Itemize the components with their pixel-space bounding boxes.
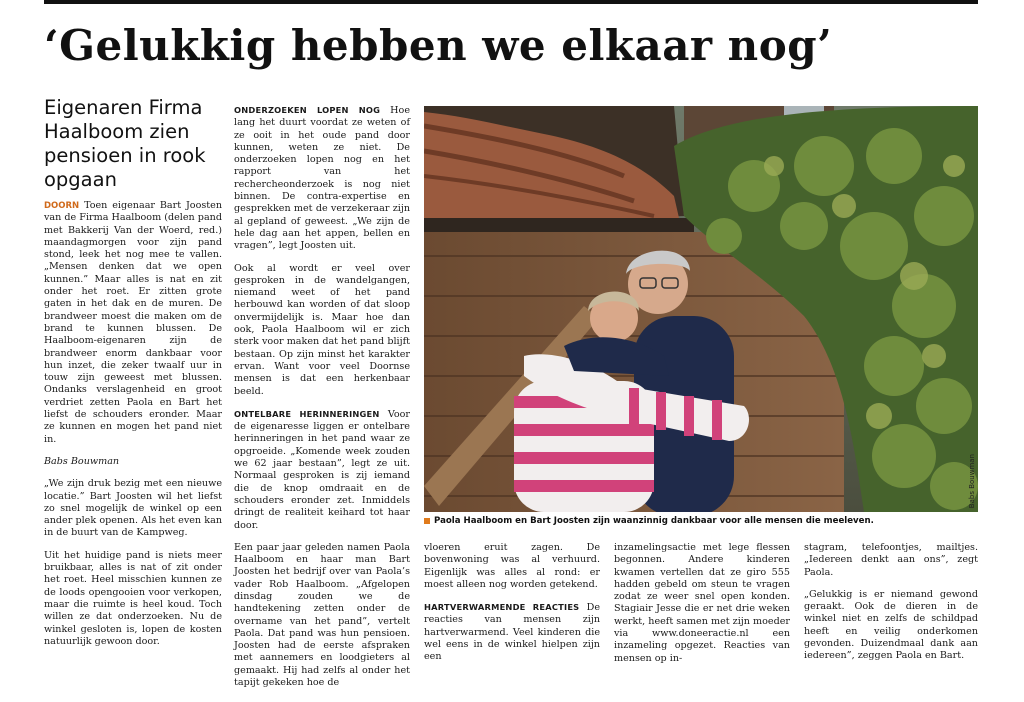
col1-paragraph-1 xyxy=(44,200,222,446)
col2-paragraph-2: Ook al wordt er veel over gesproken in de wandelgangen, niemand weet of het pand herbouwd kan worden of dat sloop onvermijdelijk is. Maar hoe dan ook, Paola Haalboom wil er zich sterk voor maken dat het pand blijft bestaan. Op zijn minst het karakter ervan. Want voor veel Doornse mensen is dat een herkenbaar beeld. xyxy=(234,262,410,397)
top-rule xyxy=(44,0,978,4)
lead-onderzoeken: ONDERZOEKEN LOPEN NOG xyxy=(234,105,381,115)
column-3 xyxy=(424,542,600,664)
column-5 xyxy=(804,542,978,663)
col2-paragraph-4: Een paar jaar geleden namen Paola Haalboom en haar man Bart Joosten het bedrijf over van Paola’s vader Rob Haalboom. „Afgelopen dinsdag zouden we de handtekening zetten onder de overname van het pand”, vertelt Paola. Dat pand was hun pensioen. Joosten had de eerste afspraken met aannemers en loodgieters al gemaakt. Hij had zelfs al onder het tapijt gekeken hoe de xyxy=(234,541,410,689)
caption-marker-icon xyxy=(424,518,430,524)
col4-paragraph-1: inzamelingsactie met lege flessen begonnen. Andere kinderen kwamen vertellen dat ze giro 555 hadden gebeld om steun te vragen zodat ze weer snel open konden. Stagiair Jesse die er net drie weken werkt, heeft samen met zijn moeder via www.doneeractie.nl een inzameling opgezet. Reacties van mensen op in- xyxy=(614,542,790,664)
col1-paragraph-3: Uit het huidige pand is niets meer bruikbaar, alles is nat of zit onder het roet. Heel misschien kunnen ze de loods opengooien voor verkopen, maar die ruimte is heel koud. Toch willen ze dat onderzoeken. Nu de winkel gesloten is, lopen de kosten natuurlijk gewoon door. xyxy=(44,549,222,647)
col3-paragraph-2 xyxy=(424,601,600,663)
photo-caption xyxy=(424,516,984,526)
col3-paragraph-1: vloeren eruit zagen. De bovenwoning was al verhuurd. Eigenlijk was alles al rond: er moest alleen nog worden getekend. xyxy=(424,542,600,590)
subhead: Eigenaren Firma Haalboom zien pensioen in rook opgaan xyxy=(44,96,206,191)
col5-paragraph-2: „Gelukkig is er niemand gewond geraakt. Ook de dieren in de winkel niet en zelfs de schildpad heeft en veilig onderkomen gevonden. Duizendmaal dank aan iedereen”, zeggen Paola en Bart. xyxy=(804,588,978,662)
caption-text: Paola Haalboom en Bart Joosten zijn waanzinnig dankbaar voor alle mensen die meeleven. xyxy=(434,516,874,526)
col5-paragraph-1: stagram, telefoontjes, mailtjes. „Iedereen denkt aan ons”, zegt Paola. xyxy=(804,542,978,578)
column-2 xyxy=(234,104,410,689)
photo-credit: Babs Bouwman xyxy=(968,453,976,508)
column-4 xyxy=(614,542,790,665)
col2-paragraph-1-text: Hoe lang het duurt voordat ze weten of ze ooit in het oude pand door kunnen, weten ze niet. De onderzoeken lopen nog en het rapport van het rechercheonderzoek is nog niet binnen. De contra-expertise en gesprekken met de verzekeraar zijn al gepland of geweest. „We zijn de hele dag aan het appen, bellen en vragen”, legt Joosten uit. xyxy=(234,105,410,252)
col2-paragraph-3 xyxy=(234,408,410,532)
col1-paragraph-1-text: Toen eigenaar Bart Joosten van de Firma Haalboom (delen pand met Bakkerij Van der Woerd, red.) maandagmorgen voor zijn pand stond, leek het nog mee te vallen. „Mensen denken dat we open kunnen.” Maar alles is nat en zit onder het roet. Er zitten grote gaten in het dak en de muren. De brandweer moest die maken om de brand te kunnen blussen. De Haalboom-eigenaren zijn de brandweer enorm dankbaar voor hun inzet, die zeker twaalf uur in touw zijn geweest met blussen. Ondanks verslagenheid en groot verdriet zetten Paola en Bart het liefst de schouders eronder. Maar ze kunnen en mogen het pand niet in. xyxy=(44,200,222,445)
col2-paragraph-1 xyxy=(234,104,410,253)
lead-herinneringen: ONTELBARE HERINNERINGEN xyxy=(234,408,380,419)
author: Babs Bouwman xyxy=(44,455,120,467)
col1-paragraph-2: „We zijn druk bezig met een nieuwe locatie.” Bart Joosten wil het liefst zo snel mogelijk de winkel op een ander plek openen. Als het even kan in de buurt van de Kampweg. xyxy=(44,478,222,539)
photo xyxy=(424,106,978,512)
col2-paragraph-3-text: Voor de eigenaresse liggen er ontelbare herinneringen in het pand waar ze opgroeide. „Komende week zouden we 62 jaar bestaan”, legt ze uit. Normaal gesproken is zij iemand die de knop omdraait en de schouders eronder zet. Inmiddels dringt de realiteit keihard tot haar door. xyxy=(234,408,410,531)
column-1 xyxy=(44,96,222,648)
couple-photo-illustration xyxy=(424,106,978,512)
col3-paragraph-2-text: De reacties van mensen zijn hartverwarmend. Veel kinderen die wel eens in de winkel hielpen zijn een xyxy=(424,602,600,663)
lead-reacties: HARTVERWARMENDE REACTIES xyxy=(424,602,580,613)
headline: ‘Gelukkig hebben we elkaar nog’ xyxy=(44,21,833,70)
dateline: DOORN xyxy=(44,201,80,211)
